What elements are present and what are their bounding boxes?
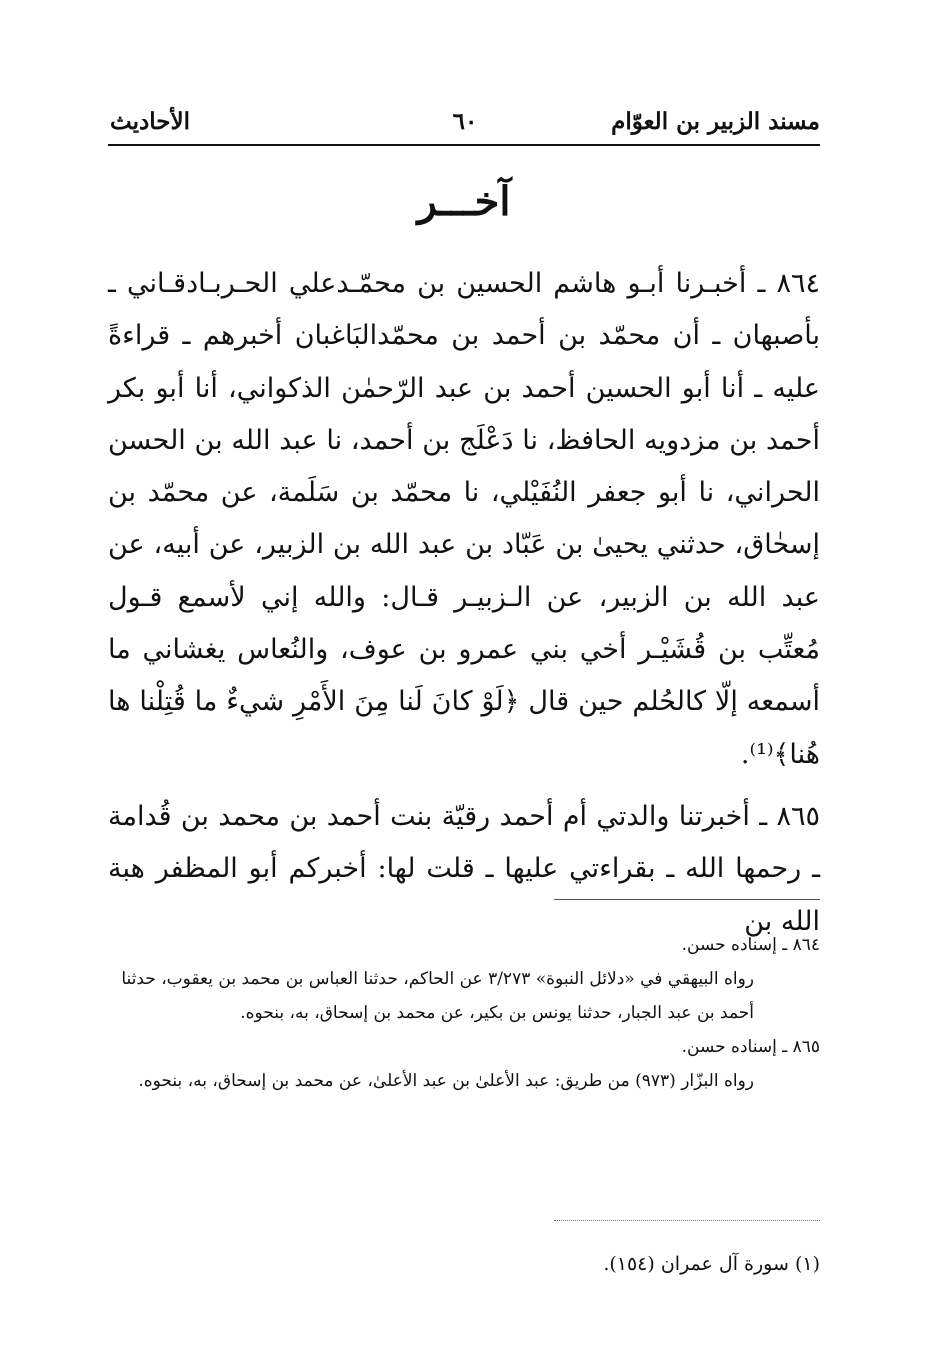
hadith-865: ٨٦٥ ـ أخبرتنا والدتي أم أحمد رقيّة بنت أحمد بن محمد بن قُدامة ـ رحمها الله ـ بقراءتي عليها ـ قلت لها: أخبركم أبو المظفر هبة الله بن (108, 800, 820, 937)
section-title: آخـــر (417, 178, 511, 225)
book-title: مسند الزبير بن العوّام (611, 108, 820, 135)
hadith-text (108, 258, 820, 948)
note-number: ٨٦٤ ـ إسناده حسن. (681, 935, 820, 955)
note-number: ٨٦٥ ـ إسناده حسن. (681, 1037, 820, 1057)
notes-divider (554, 899, 820, 900)
page-number: ٦٠ (452, 108, 478, 135)
takhrij-notes (108, 928, 820, 1098)
section-label: الأحاديث (110, 108, 190, 135)
header-rule (108, 144, 820, 146)
hadith-864: ٨٦٤ ـ أخبـرنا أبـو هاشم الحسين بن محمّـدعلي الحـربـادقـاني ـ بأصبهان ـ أن محمّد بن أحمد بن محمّدالبَاغبان أخبرهم ـ قراءةً عليه ـ أنا أبو الحسين أحمد بن عبد الرّحمٰن الذكواني، أنا أبو بكر أحمد بن مزدويه الحافظ، نا دَعْلَج بن أحمد، نا عبد الله بن الحسن الحراني، نا أبو جعفر النُفَيْلي، نا محمّد بن سَلَمة، عن محمّد بن إسحٰاق، حدثني يحيىٰ بن عَبّاد بن عبد الله بن الزبير، عن أبيه، عن عبد الله بن الزبير، عن الـزبيـر قـال: والله إني لأسمع قـول مُعتِّب بن قُشَيْـر أخي بني عمرو بن عوف، والنُعاس يغشاني ما أسمعه إلّا كالحُلم حين قال ﴿لَوْ كانَ لَنا مِنَ الأَمْرِ شيءٌ ما قُتِلْنا ها هُنا﴾⁽¹⁾. (108, 268, 820, 770)
running-header (110, 108, 820, 142)
note-source: رواه البزّار (٩٧٣) من طريق: عبد الأعلىٰ بن عبد الأعلىٰ، عن محمد بن إسحاق، به، بنحوه. (138, 1071, 754, 1091)
footnote-divider (554, 1220, 820, 1221)
note-source: رواه البيهقي في «دلائل النبوة» ٣/٢٧٣ عن الحاكم، حدثنا العباس بن محمد بن يعقوب، حدثنا أحمد بن عبد الجبار، حدثنا يونس بن بكير، عن محمد بن إسحاق، به، بنحوه. (121, 969, 754, 1023)
footnote: (١) سورة آل عمران (١٥٤). (603, 1253, 820, 1275)
